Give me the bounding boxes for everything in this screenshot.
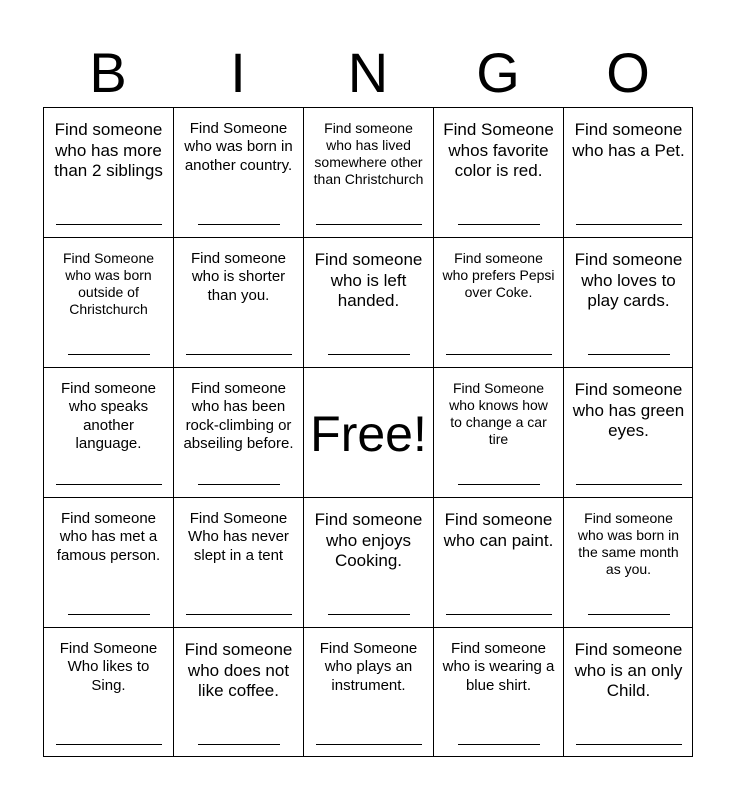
bingo-cell[interactable]: [433, 107, 563, 237]
cell-prompt: Find Someone Who has never slept in a tent: [188, 510, 289, 564]
signature-line[interactable]: [316, 744, 422, 745]
bingo-cell[interactable]: [563, 497, 693, 627]
header-letter-n: N: [347, 41, 389, 104]
signature-line[interactable]: [186, 614, 292, 615]
bingo-cell[interactable]: [563, 627, 693, 757]
bingo-cell[interactable]: [563, 367, 693, 497]
cell-prompt: Find someone who does not like coffee.: [184, 640, 293, 701]
signature-line[interactable]: [328, 614, 410, 615]
signature-line[interactable]: [458, 484, 540, 485]
bingo-cell[interactable]: [43, 497, 173, 627]
cell-prompt: Find Someone whos favorite color is red.: [443, 120, 554, 181]
signature-line[interactable]: [576, 744, 682, 745]
cell-prompt: Find someone who has a Pet.: [572, 120, 685, 160]
bingo-cell[interactable]: [433, 367, 563, 497]
bingo-cell[interactable]: [303, 107, 433, 237]
bingo-cell[interactable]: [173, 627, 303, 757]
bingo-cell[interactable]: [433, 497, 563, 627]
cell-prompt: Find Someone who plays an instrument.: [319, 640, 418, 694]
cell-prompt: Find someone who has been rock-climbing or abseiling before.: [183, 380, 294, 452]
cell-prompt: Find someone who is an only Child.: [574, 640, 683, 701]
bingo-cell[interactable]: [173, 237, 303, 367]
header-letter-g: G: [476, 41, 520, 104]
cell-prompt: Find someone who loves to play cards.: [574, 250, 683, 311]
cell-prompt: Find someone who is wearing a blue shirt.: [442, 640, 555, 694]
cell-prompt: Find someone who has lived somewhere other than Christchurch: [313, 120, 424, 188]
cell-prompt: Find someone who prefers Pepsi over Coke.: [442, 250, 555, 301]
free-space-cell[interactable]: [303, 367, 433, 497]
cell-prompt: Find someone who is left handed.: [314, 250, 423, 311]
cell-prompt: Find someone who has more than 2 siblings: [54, 120, 163, 181]
signature-line[interactable]: [186, 354, 292, 355]
signature-line[interactable]: [68, 614, 150, 615]
cell-prompt: Find Someone Who likes to Sing.: [59, 640, 158, 694]
signature-line[interactable]: [56, 744, 162, 745]
header-letter-o: O: [606, 41, 650, 104]
signature-line[interactable]: [198, 224, 280, 225]
bingo-cell[interactable]: [563, 237, 693, 367]
bingo-cell[interactable]: [433, 627, 563, 757]
bingo-header: [43, 40, 693, 106]
signature-line[interactable]: [446, 614, 552, 615]
cell-prompt: Find Someone who knows how to change a car tire: [449, 380, 548, 448]
cell-prompt: Find someone who can paint.: [443, 510, 554, 550]
signature-line[interactable]: [56, 484, 162, 485]
bingo-cell[interactable]: [173, 107, 303, 237]
signature-line[interactable]: [68, 354, 150, 355]
signature-line[interactable]: [198, 484, 280, 485]
cell-prompt: Find Someone who was born in another country.: [184, 120, 293, 174]
cell-prompt: Find someone who has met a famous person.: [56, 510, 161, 564]
cell-prompt: Find someone who was born in the same month as you.: [577, 510, 680, 578]
bingo-cell[interactable]: [303, 497, 433, 627]
signature-line[interactable]: [576, 224, 682, 225]
cell-prompt: Find someone who enjoys Cooking.: [314, 510, 423, 571]
header-letter-i: I: [230, 41, 246, 104]
header-letter-b: B: [89, 41, 127, 104]
signature-line[interactable]: [588, 354, 670, 355]
free-space-label: Free!: [310, 405, 427, 462]
bingo-cell[interactable]: [303, 237, 433, 367]
signature-line[interactable]: [316, 224, 422, 225]
bingo-cell[interactable]: [173, 497, 303, 627]
bingo-cell[interactable]: [433, 237, 563, 367]
signature-line[interactable]: [328, 354, 410, 355]
signature-line[interactable]: [576, 484, 682, 485]
cell-prompt: Find someone who has green eyes.: [572, 380, 685, 441]
signature-line[interactable]: [588, 614, 670, 615]
bingo-cell[interactable]: [173, 367, 303, 497]
bingo-cell[interactable]: [43, 237, 173, 367]
cell-prompt: Find someone who speaks another language.: [60, 380, 157, 452]
bingo-cell[interactable]: [43, 107, 173, 237]
bingo-cell[interactable]: [43, 367, 173, 497]
bingo-cell[interactable]: [303, 627, 433, 757]
signature-line[interactable]: [56, 224, 162, 225]
cell-prompt: Find Someone who was born outside of Christchurch: [62, 250, 155, 318]
cell-prompt: Find someone who is shorter than you.: [190, 250, 287, 304]
bingo-cell[interactable]: [563, 107, 693, 237]
signature-line[interactable]: [446, 354, 552, 355]
signature-line[interactable]: [198, 744, 280, 745]
bingo-cell[interactable]: [43, 627, 173, 757]
signature-line[interactable]: [458, 744, 540, 745]
bingo-board: [43, 107, 693, 757]
signature-line[interactable]: [458, 224, 540, 225]
